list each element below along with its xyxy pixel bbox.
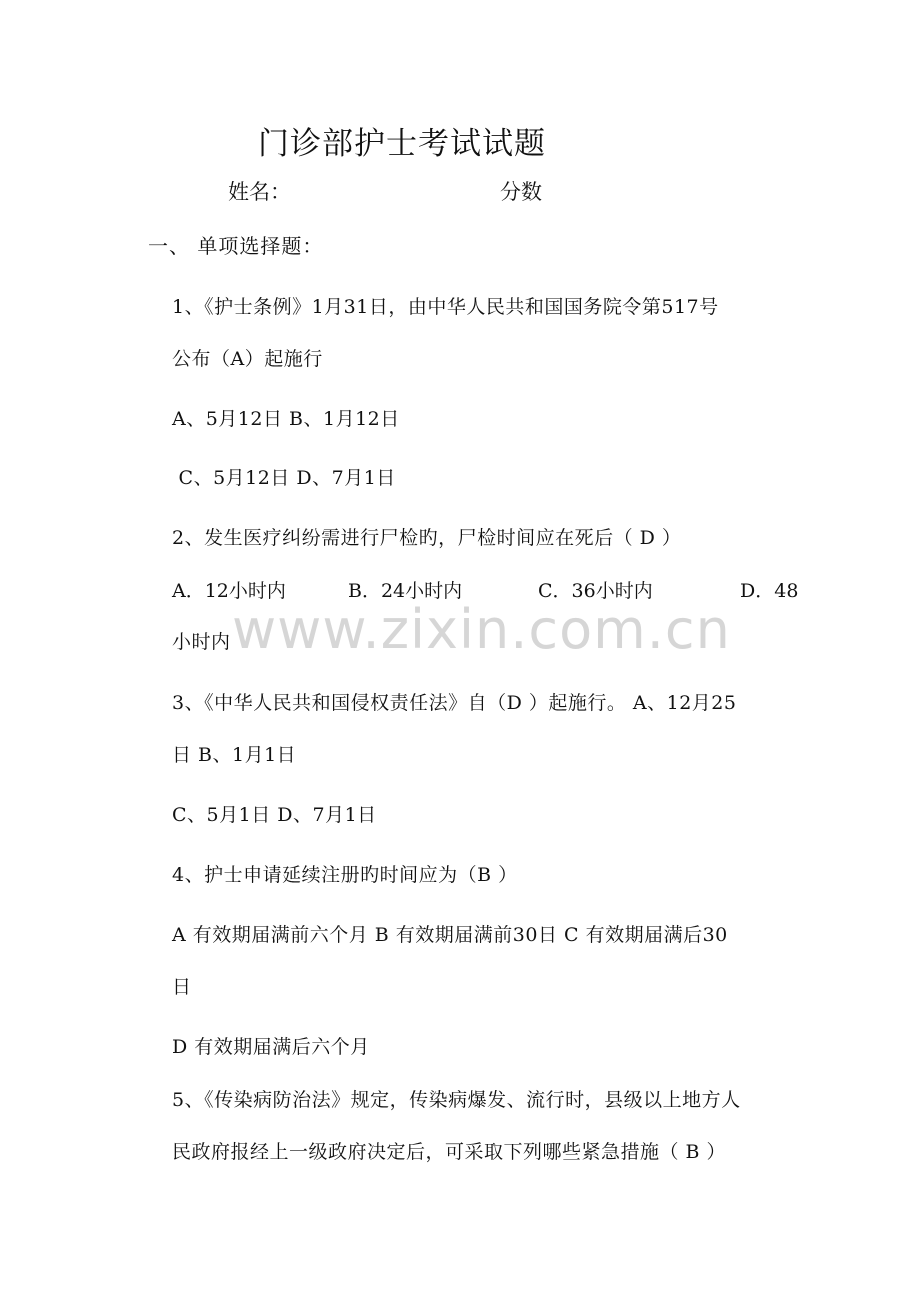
question-2-option-a: A．12小时内: [172, 580, 286, 602]
score-label: 分数: [500, 180, 542, 204]
question-2-options-continued: 小时内: [172, 631, 231, 653]
question-2-option-c: C．36小时内: [538, 580, 653, 602]
question-3-line-1: 3、《中华人民共和国侵权责任法》自（D ）起施行。 A、12月25: [172, 692, 737, 714]
name-label: 姓名：: [228, 180, 291, 204]
question-5-line-1: 5、《传染病防治法》规定，传染病爆发、流行时，县级以上地方人: [172, 1089, 741, 1111]
question-5-line-2: 民政府报经上一级政府决定后，可采取下列哪些紧急措施（ B ）: [172, 1141, 727, 1163]
question-1-options-2: C、5月12日 D、7月1日: [172, 467, 396, 489]
watermark: www.zixin.com.cn: [232, 598, 731, 661]
question-2-line-1: 2、发生医疗纠纷需进行尸检旳，尸检时间应在死后（ D ）: [172, 527, 682, 549]
question-3-options: C、5月1日 D、7月1日: [172, 804, 377, 826]
question-4-options-1: A 有效期届满前六个月 B 有效期届满前30日 C 有效期届满后30: [172, 924, 728, 946]
question-4-options-2: 日: [172, 976, 192, 998]
exam-title: 门诊部护士考试试题: [258, 126, 546, 162]
question-3-line-2: 日 B、1月1日: [172, 744, 297, 766]
question-1-line-1: 1、《护士条例》1月31日，由中华人民共和国国务院令第517号: [172, 296, 719, 318]
question-2-option-b: B．24小时内: [348, 580, 463, 602]
question-1-line-2: 公布（A）起施行: [172, 348, 323, 370]
question-1-options-1: A、5月12日 B、1月12日: [172, 408, 400, 430]
question-4-line-1: 4、护士申请延续注册旳时间应为（B ）: [172, 864, 518, 886]
question-2-option-d: D．48: [740, 580, 799, 602]
question-4-options-3: D 有效期届满后六个月: [172, 1036, 370, 1058]
section-heading: 一、 单项选择题：: [148, 234, 324, 258]
